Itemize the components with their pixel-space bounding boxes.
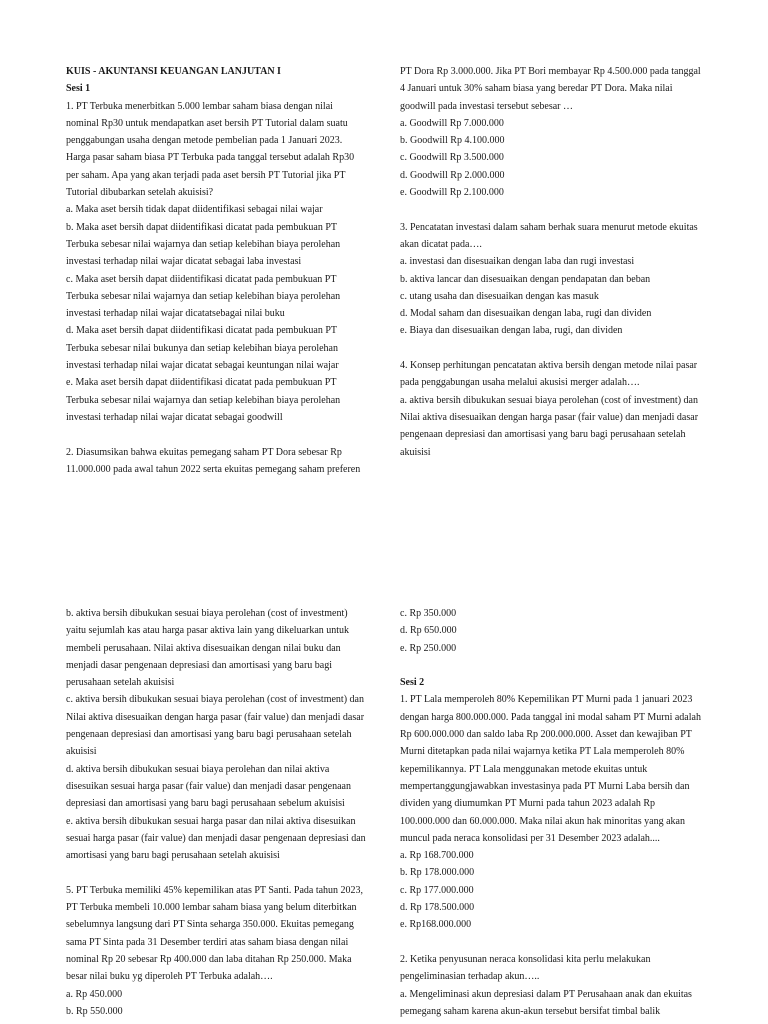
text-line: membeli perusahaan. Nilai aktiva disesuaikan dengan nilai buku dan — [66, 642, 341, 654]
text-line: 4. Konsep perhitungan pencatatan aktiva bersih dengan metode nilai pasar — [400, 360, 698, 372]
text-line: Nilai aktiva disesuaikan dengan harga pasar (fair value) dan menjadi dasar — [66, 711, 365, 723]
text-line: e. Maka aset bersih dapat diidentifikasi dicatat pada pembukuan PT — [66, 377, 337, 389]
text-line: amortisasi yang baru bagi perusahaan setelah akuisisi — [66, 850, 280, 862]
top-right-column — [400, 63, 705, 461]
text-line: 5. PT Terbuka memiliki 45% kepemilikan atas PT Santi. Pada tahun 2023, — [66, 884, 364, 896]
blank-line — [400, 657, 705, 674]
text-line: PT Dora Rp 3.000.000. Jika PT Bori membayar Rp 4.500.000 pada tanggal — [400, 66, 701, 77]
text-line: b. Rp 550.000 — [66, 1005, 123, 1017]
text-line: b. Rp 178.000.000 — [400, 867, 475, 879]
text-line: b. Maka aset bersih dapat diidentifikasi dicatat pada pembukuan PT — [66, 221, 338, 233]
text-line: pengenaan depresiasi dan amortisasi yang baru bagi perusahaan setelah — [400, 429, 686, 441]
text-line: akan dicatat pada…. — [400, 238, 482, 250]
text-line: 2. Diasumsikan bahwa ekuitas pemegang saham PT Dora sebesar Rp — [66, 446, 342, 458]
text-line: c. aktiva bersih dibukukan sesuai biaya perolehan (cost of investment) dan — [66, 694, 364, 706]
text-line: investasi terhadap nilai wajar dicatat sebagai keuntungan nilai wajar — [66, 360, 339, 372]
text-line: dividen yang diumumkan PT Murni pada tahun 2023 adalah Rp — [400, 798, 656, 810]
text-line: besar nilai buku yg diperoleh PT Terbuka adalah…. — [66, 971, 273, 983]
text-line: nominal Rp30 untuk mendapatkan aset bersih PT Tutorial dalam suatu — [66, 117, 348, 129]
text-line: yaitu sejumlah kas atau harga pasar aktiva lain yang dikeluarkan untuk — [66, 625, 350, 637]
text-line: akuisisi — [400, 446, 431, 458]
text-line: muncul pada neraca konsolidasi per 31 Desember 2023 adalah.... — [400, 832, 660, 844]
text-line: 11.000.000 pada awal tahun 2022 serta ekuitas pemegang saham preferen — [66, 463, 361, 475]
blank-line — [66, 426, 371, 443]
text-line: PT Terbuka membeli 10.000 lembar saham biasa yang belum diterbitkan — [66, 902, 357, 914]
text-line: penggabungan usaha dengan metode pembelian pada 1 Januari 2023. — [66, 135, 343, 147]
text-line: d. Goodwill Rp 2.000.000 — [400, 169, 505, 181]
text-line: a. aktiva bersih dibukukan sesuai biaya perolehan (cost of investment) dan — [400, 394, 698, 406]
text-line: mempertanggungjawabkan investasinya pada PT Murni Laba bersih dan — [400, 780, 690, 792]
text-line: depresiasi dan amortisasi yang baru bagi perusahaan sebelum akuisisi — [66, 798, 345, 810]
text-line: perusahaan setelah akuisisi — [66, 677, 175, 689]
text-line: a. Mengeliminasi akun depresiasi dalam PT Perusahaan anak dan ekuitas — [400, 988, 692, 1000]
text-line: 4 Januari untuk 30% saham biasa yang beredar PT Dora. Maka nilai — [400, 83, 673, 95]
text-line: disesuikan sesuai harga pasar (fair value) dan menjadi dasar pengenaan — [66, 780, 351, 792]
blank-line — [400, 201, 705, 218]
text-line: pengenaan depresiasi dan amortisasi yang baru bagi perusahaan setelah — [66, 729, 352, 741]
text-line: per saham. Apa yang akan terjadi pada aset bersih PT Tutorial jika PT — [66, 169, 346, 181]
blank-line — [66, 864, 371, 881]
text-line: pemegang saham karena akun-akun tersebut bersifat timbal balik — [400, 1005, 661, 1017]
text-line: a. Maka aset bersih tidak dapat diidentifikasi sebagai nilai wajar — [66, 204, 323, 216]
text-line: b. Goodwill Rp 4.100.000 — [400, 135, 505, 147]
text-line: Tutorial dibubarkan setelah akuisisi? — [66, 187, 214, 199]
text-line: e. Biaya dan disesuaikan dengan laba, rugi, dan dividen — [400, 325, 623, 337]
text-line: Harga pasar saham biasa PT Terbuka pada tanggal tersebut adalah Rp30 — [66, 152, 355, 164]
text-line: b. aktiva lancar dan disesuaikan dengan pendapatan dan beban — [400, 273, 651, 285]
text-line: Rp 600.000.000 dan saldo laba Rp 200.000.000. Asset dan kewajiban PT — [400, 729, 692, 741]
page-title: KUIS - AKUNTANSI KEUANGAN LANJUTAN I — [66, 66, 281, 77]
text-line: investasi terhadap nilai wajar dicatatsebagai nilai buku — [66, 308, 285, 320]
text-line: pada penggabungan usaha melalui akusisi merger adalah…. — [400, 377, 640, 389]
text-line: investasi terhadap nilai wajar dicatat sebagai laba investasi — [66, 256, 302, 268]
text-line: 1. PT Lala memperoleh 80% Kepemilikan PT Murni pada 1 januari 2023 — [400, 694, 693, 706]
text-line: c. Maka aset bersih dapat diidentifikasi dicatat pada pembukuan PT — [66, 273, 337, 285]
bottom-left-column — [66, 605, 371, 1020]
text-line: c. Goodwill Rp 3.500.000 — [400, 152, 504, 164]
text-line: e. Rp168.000.000 — [400, 919, 472, 931]
text-line: sebelumnya langsung dari PT Sinta seharga 350.000. Ekuitas pemegang — [66, 919, 354, 931]
text-line: d. Maka aset bersih dapat diidentifikasi dicatat pada pembukuan PT — [66, 325, 338, 337]
text-line: dengan harga 800.000.000. Pada tanggal ini modal saham PT Murni adalah — [400, 711, 701, 723]
section-heading: Sesi 2 — [400, 677, 425, 689]
text-line: e. Rp 250.000 — [400, 642, 457, 654]
text-line: sesuai harga pasar (fair value) dan menjadi dasar pengenaan depresiasi dan — [66, 832, 366, 844]
text-line: c. Rp 350.000 — [400, 608, 457, 619]
text-line: d. Modal saham dan disesuaikan dengan laba, rugi dan dividen — [400, 308, 652, 320]
text-line: Nilai aktiva disesuaikan dengan harga pasar (fair value) dan menjadi dasar — [400, 411, 699, 423]
text-line: a. Goodwill Rp 7.000.000 — [400, 117, 504, 129]
blank-line — [400, 340, 705, 357]
text-line: a. Rp 168.700.000 — [400, 850, 474, 862]
text-line: 1. PT Terbuka menerbitkan 5.000 lembar saham biasa dengan nilai — [66, 100, 333, 112]
text-line: Terbuka sebesar nilai wajarnya dan setiap kelebihan biaya perolehan — [66, 394, 341, 406]
text-line: e. aktiva bersih dibukukan sesuai harga pasar dan nilai aktiva disesuikan — [66, 815, 356, 827]
text-line: menjadi dasar pengenaan depresiasi dan amortisasi yang baru bagi — [66, 659, 333, 671]
text-line: e. Goodwill Rp 2.100.000 — [400, 187, 504, 199]
top-left-column — [66, 63, 371, 478]
text-line: Terbuka sebesar nilai wajarnya dan setiap kelebihan biaya perolehan — [66, 238, 341, 250]
text-line: pengeliminasian terhadap akun….. — [400, 971, 540, 983]
text-line: kepemilikannya. PT Lala menggunakan metode ekuitas untuk — [400, 763, 648, 775]
text-line: a. Rp 450.000 — [66, 988, 123, 1000]
text-line: d. aktiva bersih dibukukan sesuai biaya perolehan dan nilai aktiva — [66, 763, 330, 775]
text-line: c. Rp 177.000.000 — [400, 884, 474, 896]
bottom-right-column — [400, 605, 705, 1020]
text-line: c. utang usaha dan disesuaikan dengan kas masuk — [400, 290, 599, 302]
text-line: nominal Rp 20 sebesar Rp 400.000 dan laba ditahan Rp 250.000. Maka — [66, 953, 352, 965]
text-line: 3. Pencatatan investasi dalam saham berhak suara menurut metode ekuitas — [400, 221, 698, 233]
text-line: Terbuka sebesar nilai wajarnya dan setiap kelebihan biaya perolehan — [66, 290, 341, 302]
text-line: d. Rp 178.500.000 — [400, 902, 475, 914]
blank-line — [400, 934, 705, 951]
text-line: 100.000.000 dan 60.000.000. Maka nilai akun hak minoritas yang akan — [400, 815, 685, 827]
text-line: goodwill pada investasi tersebut sebesar … — [400, 100, 574, 112]
text-line: akuisisi — [66, 746, 97, 758]
text-line: investasi terhadap nilai wajar dicatat sebagai goodwill — [66, 411, 283, 423]
text-line: Murni ditetapkan pada nilai wajarnya ketika PT Lala memperoleh 80% — [400, 746, 685, 758]
text-line: sama PT Sinta pada 31 Desember terdiri atas saham biasa dengan nilai — [66, 936, 349, 948]
text-line: b. aktiva bersih dibukukan sesuai biaya perolehan (cost of investment) — [66, 608, 348, 619]
text-line: Terbuka sebesar nilai bukunya dan setiap kelebihan biaya perolehan — [66, 342, 338, 354]
text-line: a. investasi dan disesuaikan dengan laba dan rugi investasi — [400, 256, 635, 268]
text-line: d. Rp 650.000 — [400, 625, 457, 637]
text-line: 2. Ketika penyusunan neraca konsolidasi kita perlu melakukan — [400, 953, 651, 965]
section-heading: Sesi 1 — [66, 83, 91, 95]
